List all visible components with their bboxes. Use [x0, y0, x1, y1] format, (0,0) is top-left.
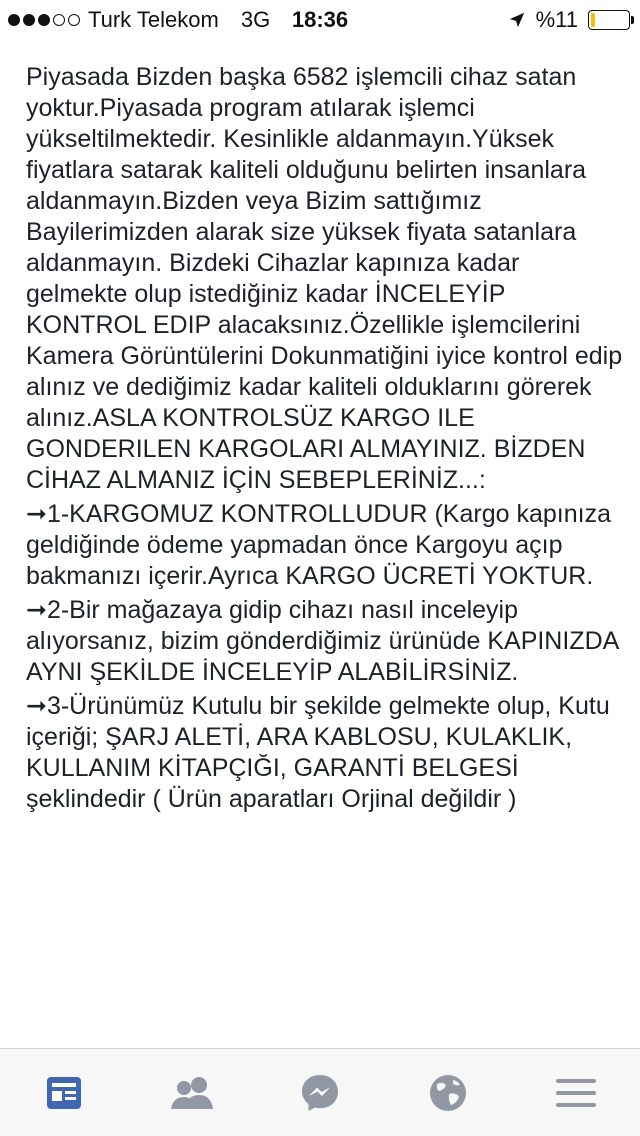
bottom-tab-bar	[0, 1048, 640, 1136]
post-body	[26, 62, 626, 815]
battery-percentage: %11	[535, 7, 578, 32]
signal-dot	[23, 14, 35, 26]
signal-dot	[8, 14, 20, 26]
menu-icon	[555, 1076, 597, 1110]
messenger-icon	[299, 1072, 341, 1114]
carrier-name: Turk Telekom	[88, 7, 219, 32]
status-time: 18:36	[291, 7, 349, 32]
globe-icon	[427, 1072, 469, 1114]
status-right-group	[508, 7, 630, 33]
tab-friends[interactable]	[162, 1063, 222, 1123]
signal-dot	[53, 14, 65, 26]
tab-notifications-globe[interactable]	[418, 1063, 478, 1123]
tab-news-feed[interactable]	[34, 1063, 94, 1123]
friends-icon	[169, 1073, 215, 1113]
signal-dot	[68, 14, 80, 26]
post-paragraph-intro: Piyasada Bizden başka 6582 işlemcili cihaz satan yoktur.Piyasada program atılarak işlemci yükseltilmektedir. Kesinlikle aldanmayın.Yüksek fiyatlara satarak kaliteli olduğunu belirten insanlara aldanmayın.Bizden veya Bizim sattığımız Bayilerimizden alarak size yüksek fiyata satanlara aldanmayın. Bizdeki Cihazlar kapınıza kadar gelmekte olup istediğiniz kadar İNCELEYİP KONTROL EDIP alacaksınız.Özellikle işlemcilerini Kamera Görüntülerini Dokunmatiğini iyice kontrol edip alınız ve dediğimiz kadar kaliteli olduklarını görerek alınız.ASLA KONTROLSÜZ KARGO ILE GONDERILEN KARGOLARI ALMAYINIZ. BİZDEN CİHAZ ALMANIZ İÇİN SEBEPLERİNİZ...:	[26, 63, 623, 494]
status-bar	[0, 0, 640, 40]
post-paragraph-reason-2: ➞2-Bir mağazaya gidip cihazı nasıl inceleyip alıyorsanız, bizim gönderdiğimiz ürünüde KAPINIZDA AYNI ŞEKİLDE İNCELEYİP ALABİLİRSİNİZ.	[26, 596, 618, 686]
tab-menu[interactable]	[546, 1063, 606, 1123]
tab-messenger[interactable]	[290, 1063, 350, 1123]
post-paragraph-reason-1: ➞1-KARGOMUZ KONTROLLUDUR (Kargo kapınıza geldiğinde ödeme yapmadan önce Kargoyu açıp bakmanızı içerir.Ayrıca KARGO ÜCRETİ YOKTUR.	[26, 500, 611, 590]
battery-fill	[591, 13, 595, 27]
news-feed-icon	[44, 1073, 84, 1113]
signal-strength-icon	[8, 14, 80, 26]
battery-icon	[588, 10, 630, 30]
network-type: 3G	[240, 7, 271, 32]
post-paragraph-reason-3: ➞3-Ürünümüz Kutulu bir şekilde gelmekte olup, Kutu içeriği; ŞARJ ALETİ, ARA KABLOSU, KULAKLIK, KULLANIM KİTAPÇIĞI, GARANTİ BELGESİ şeklindedir ( Ürün aparatları Orjinal değildir )	[26, 692, 610, 813]
signal-dot	[38, 14, 50, 26]
location-arrow-icon	[508, 11, 526, 29]
